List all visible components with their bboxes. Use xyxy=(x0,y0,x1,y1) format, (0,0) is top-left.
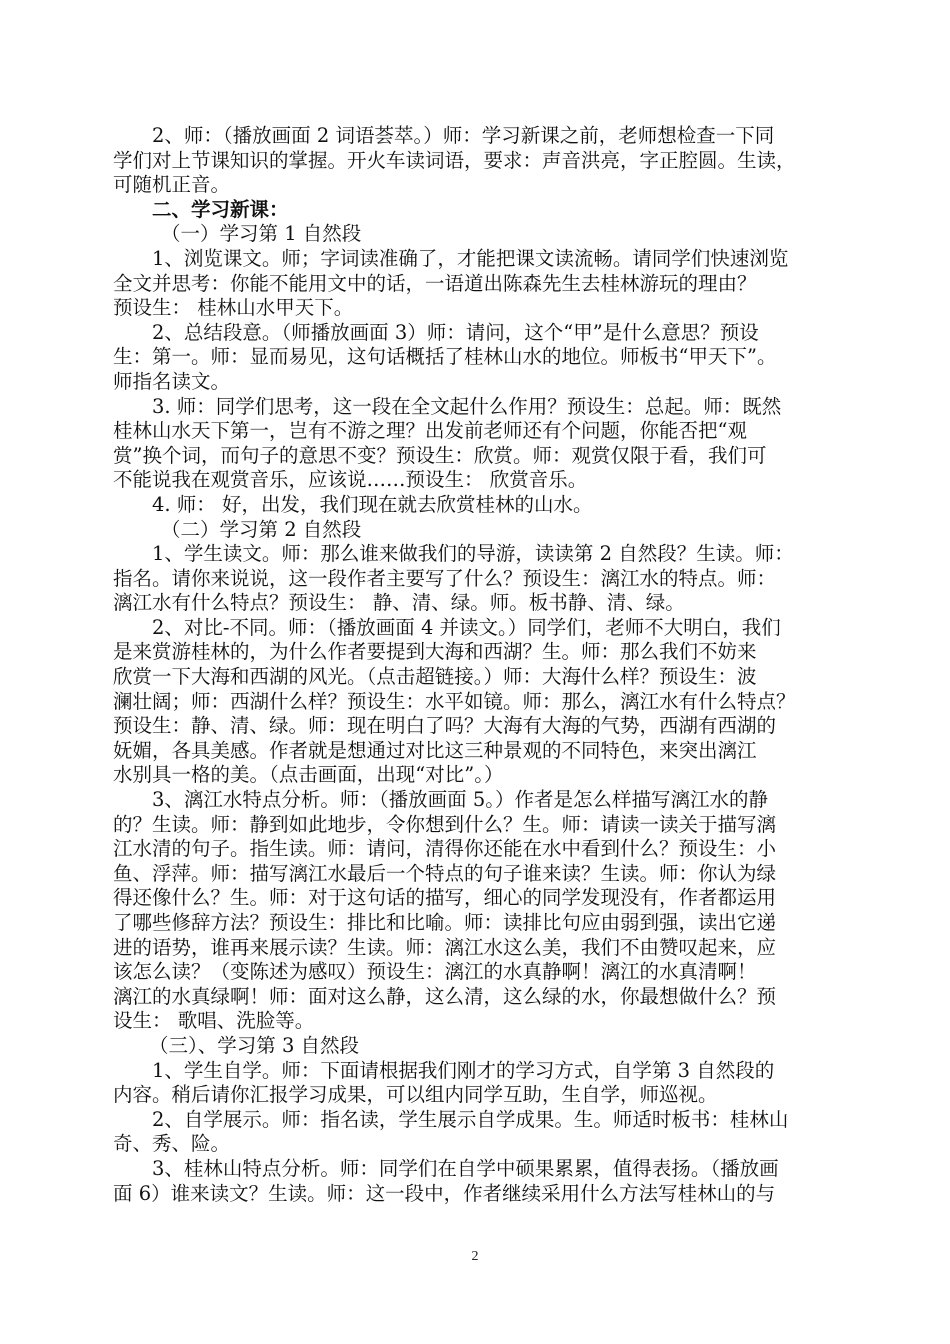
text-line: 进的语势，谁再来展示读？生读。师：漓江水这么美，我们不由赞叹起来，应 xyxy=(113,935,777,959)
text-line: 澜壮阔；师：西湖什么样？预设生：水平如镜。师：那么，漓江水有什么特点？ xyxy=(113,689,796,713)
text-line: 设生： 歌唱、洗脸等。 xyxy=(113,1009,315,1033)
text-line: 可随机正音。 xyxy=(113,173,231,197)
text-line: 1、学生读文。师：那么谁来做我们的导游，读读第 2 自然段？生读。师： xyxy=(152,542,794,566)
text-line: 了哪些修辞方法？预设生：排比和比喻。师：读排比句应由弱到强，读出它递 xyxy=(113,911,777,934)
text-line: 赏”换个词，而句子的意思不变？预设生：欣赏。师：观赏仅限于看，我们可 xyxy=(113,443,767,467)
document-body xyxy=(113,124,840,1206)
section-heading: 二、学习新课： xyxy=(152,197,289,221)
text-line: 内容。稍后请你汇报学习成果，可以组内同学互助，生自学，师巡视。 xyxy=(113,1083,718,1107)
text-line: 师指名读文。 xyxy=(113,369,231,393)
text-line: 奇、秀、险。 xyxy=(113,1132,231,1156)
text-line: 该怎么读？（变陈述为感叹）预设生：漓江的水真静啊！漓江的水真清啊！ xyxy=(113,960,757,984)
text-line: 全文并思考：你能不能用文中的话，一语道出陈森先生去桂林游玩的理由？ xyxy=(113,271,757,295)
text-line: 预设生： 桂林山水甲天下。 xyxy=(113,296,354,320)
text-line: 1、学生自学。师：下面请根据我们刚才的学习方式，自学第 3 自然段的 xyxy=(152,1058,775,1082)
text-line: 生：第一。师：显而易见，这句话概括了桂林山水的地位。师板书“甲天下”。 xyxy=(113,345,777,369)
text-line: 欣赏一下大海和西湖的风光。（点击超链接。）师：大海什么样？预设生：波 xyxy=(113,665,757,689)
text-line: 漓江的水真绿啊！师：面对这么静，这么清，这么绿的水，你最想做什么？预 xyxy=(113,984,777,1008)
text-line: 3、桂林山特点分析。师：同学们在自学中硕果累累，值得表扬。（播放画 xyxy=(152,1156,779,1180)
text-line: 得还像什么？生。师：对于这句话的描写，细心的同学发现没有，作者都运用 xyxy=(113,886,777,910)
text-line: 预设生：静、清、绿。师：现在明白了吗？大海有大海的气势，西湖有西湖的 xyxy=(113,714,777,738)
text-line: 的？生读。师：静到如此地步，令你想到什么？生。师：请读一读关于描写漓 xyxy=(113,812,777,836)
text-line: 不能说我在观赏音乐，应该说……预设生： 欣赏音乐。 xyxy=(113,468,588,492)
text-line: 2、师：（播放画面 2 词语荟萃。）师：学习新课之前，老师想检查一下同 xyxy=(152,124,775,147)
text-line: 2、总结段意。（师播放画面 3）师：请问，这个“甲”是什么意思？预设 xyxy=(152,320,759,344)
text-line: 桂林山水天下第一，岂有不游之理？出发前老师还有个问题，你能否把“观 xyxy=(113,419,747,443)
text-line: 面 6）谁来读文？生读。师：这一段中，作者继续采用什么方法写桂林山的与 xyxy=(113,1181,776,1205)
text-line: 学们对上节课知识的掌握。开火车读词语，要求：声音洪亮，字正腔圆。生读， xyxy=(113,148,796,172)
text-line: 指名。请你来说说，这一段作者主要写了什么？预设生：漓江水的特点。师： xyxy=(113,566,777,590)
text-line: 妩媚，各具美感。作者就是想通过对比这三种景观的不同特色，来突出漓江 xyxy=(113,738,757,762)
text-line: 江水清的句子。指生读。师：请问，清得你还能在水中看到什么？预设生：小 xyxy=(113,837,777,861)
text-line: 鱼、浮萍。师：描写漓江水最后一个特点的句子谁来读？生读。师：你认为绿 xyxy=(113,861,777,885)
page-number: 2 xyxy=(471,1249,479,1264)
text-line: 4. 师： 好，出发，我们现在就去欣赏桂林的山水。 xyxy=(152,492,593,516)
text-line: 1、浏览课文。师；字词读准确了，才能把课文读流畅。请同学们快速浏览 xyxy=(152,246,789,270)
text-line: 2、自学展示。师：指名读，学生展示自学成果。生。师适时板书：桂林山 xyxy=(152,1107,789,1131)
text-line: 是来赏游桂林的，为什么作者要提到大海和西湖？生。师：那么我们不妨来 xyxy=(113,640,757,664)
subsection-heading: （三）、学习第 3 自然段 xyxy=(149,1033,360,1057)
text-line: 3. 师：同学们思考，这一段在全文起什么作用？预设生：总起。师：既然 xyxy=(152,394,782,418)
subsection-heading: （一）学习第 1 自然段 xyxy=(161,222,362,246)
subsection-heading: （二）学习第 2 自然段 xyxy=(161,517,362,541)
text-line: 2、对比-不同。师：（播放画面 4 并读文。）同学们，老师不大明白，我们 xyxy=(152,615,781,639)
text-line: 漓江水有什么特点？预设生： 静、清、绿。师。板书静、清、绿。 xyxy=(113,591,685,615)
text-line: 3、漓江水特点分析。师：（播放画面 5。）作者是怎么样描写漓江水的静 xyxy=(152,788,769,812)
text-line: 水别具一格的美。（点击画面，出现“对比”。） xyxy=(113,763,504,787)
